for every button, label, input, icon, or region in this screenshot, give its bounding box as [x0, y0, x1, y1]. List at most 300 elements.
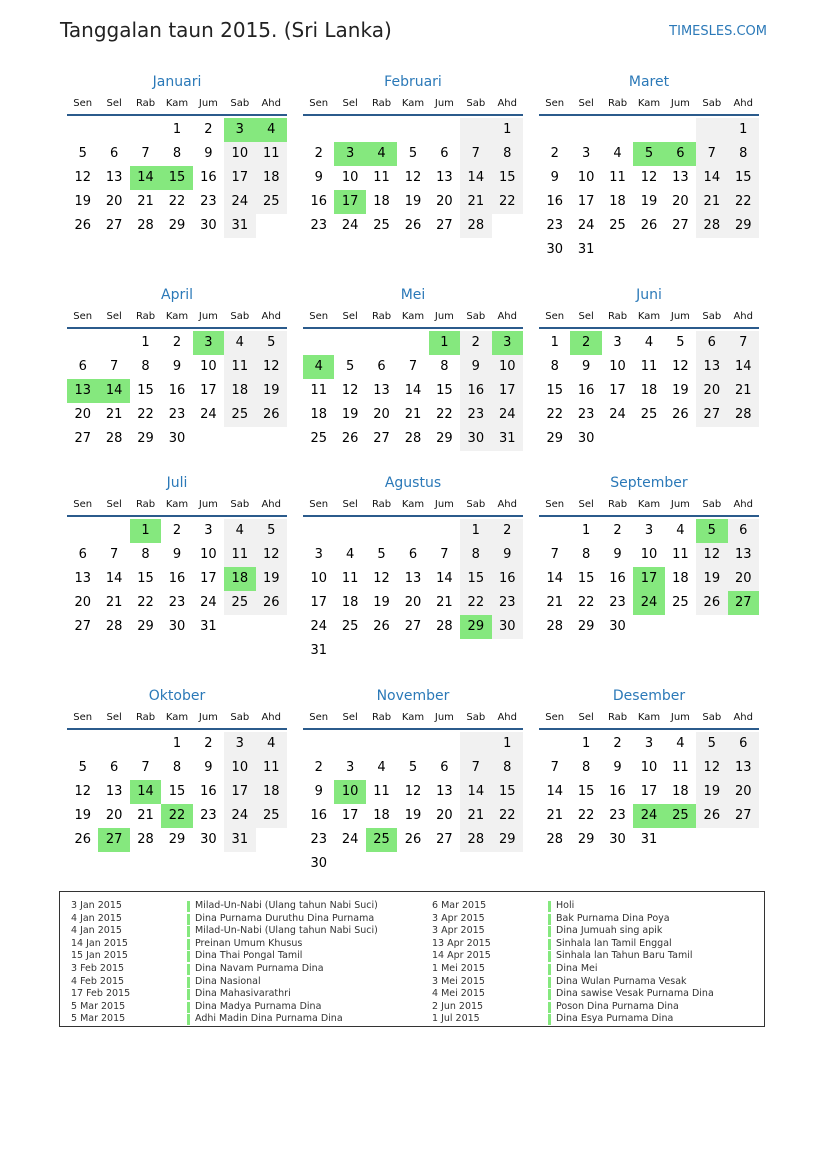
day-cell: 20 — [728, 567, 759, 591]
day-cell: 11 — [609, 170, 626, 185]
day-cell: 24 — [609, 407, 626, 422]
day-cell: 13 — [105, 170, 123, 185]
day-cell: 12 — [256, 543, 287, 567]
day-cell: 3 — [581, 146, 591, 161]
legend-column-right — [432, 900, 714, 1026]
day-cell: 15 — [728, 166, 759, 190]
day-grid — [303, 331, 523, 451]
day-cell: 6 — [696, 331, 727, 355]
day-cell: 5 — [696, 732, 727, 756]
legend-row — [432, 988, 714, 1001]
weekday-label: Sel — [342, 499, 358, 510]
day-cell: 18 — [373, 194, 390, 209]
legend-holiday-name: Dina Mahasivarathri — [195, 988, 291, 1000]
weekday-label: Jum — [670, 311, 690, 322]
legend-holiday-name: Dina sawise Vesak Purnama Dina — [556, 988, 714, 1000]
legend-holiday-name: Adhi Madin Dina Purnama Dina — [195, 1013, 343, 1025]
day-cell: 29 — [168, 832, 186, 847]
legend-row — [432, 1013, 714, 1026]
day-cell: 10 — [640, 760, 658, 775]
day-cell: 19 — [640, 194, 658, 209]
legend-row — [71, 976, 378, 989]
weekday-label: Sab — [466, 311, 486, 322]
legend-date: 3 Feb 2015 — [71, 962, 125, 974]
day-cell: 7 — [141, 146, 150, 161]
day-cell: 16 — [460, 379, 491, 403]
empty-cell — [366, 331, 397, 355]
legend-holiday-name: Preinan Umum Khusus — [195, 937, 303, 949]
legend-row — [71, 950, 378, 963]
empty-cell — [696, 828, 727, 852]
day-cell: 5 — [377, 547, 386, 562]
day-cell: 19 — [256, 379, 287, 403]
weekday-label: Rab — [371, 98, 392, 109]
day-cell: 24 — [341, 832, 359, 847]
site-link[interactable]: TIMESLES.COM — [669, 24, 767, 39]
day-cell: 30 — [200, 832, 217, 847]
legend-date: 5 Mar 2015 — [71, 1013, 126, 1025]
empty-cell — [256, 427, 287, 451]
day-cell: 24 — [200, 407, 217, 422]
month-april — [67, 285, 287, 451]
empty-cell — [492, 639, 523, 663]
day-cell: 2 — [204, 122, 213, 137]
weekday-label: Sel — [106, 499, 122, 510]
day-cell: 4 — [676, 736, 685, 751]
day-cell: 15 — [577, 784, 595, 799]
day-cell: 17 — [577, 194, 595, 209]
day-cell: 3 — [345, 760, 355, 775]
day-cell: 15 — [577, 571, 595, 586]
day-cell: 25 — [609, 218, 626, 233]
day-cell: 8 — [728, 142, 759, 166]
day-cell: 27 — [74, 431, 91, 446]
day-cell: 2 — [570, 331, 601, 355]
weekday-label: Sel — [578, 712, 594, 723]
day-cell: 7 — [696, 142, 727, 166]
legend-holiday-name: Poson Dina Purnama Dina — [556, 1000, 679, 1012]
day-cell: 25 — [256, 804, 287, 828]
weekday-label: Sel — [578, 98, 594, 109]
day-cell: 6 — [78, 359, 87, 374]
weekday-label: Kam — [637, 98, 661, 109]
month-mei — [303, 285, 523, 451]
day-cell: 5 — [345, 359, 355, 374]
weekday-label: Sen — [73, 499, 93, 510]
day-cell: 14 — [546, 784, 563, 799]
day-cell: 26 — [696, 804, 727, 828]
legend-date: 14 Apr 2015 — [432, 950, 491, 962]
day-cell: 4 — [377, 760, 386, 775]
day-cell: 18 — [672, 571, 689, 586]
day-cell: 10 — [224, 756, 255, 780]
day-cell: 17 — [224, 780, 255, 804]
day-cell: 28 — [728, 403, 759, 427]
day-cell: 15 — [161, 166, 192, 190]
day-cell: 28 — [546, 619, 563, 634]
day-cell: 21 — [105, 595, 123, 610]
day-cell: 23 — [546, 218, 563, 233]
day-cell: 1 — [130, 519, 161, 543]
day-cell: 8 — [141, 547, 150, 562]
day-cell: 19 — [373, 595, 390, 610]
day-cell: 28 — [460, 828, 491, 852]
day-cell: 10 — [334, 780, 365, 804]
weekday-label: Ahd — [497, 311, 517, 322]
day-cell: 22 — [460, 591, 491, 615]
day-cell: 25 — [224, 403, 255, 427]
day-cell: 16 — [168, 383, 186, 398]
legend-holiday-name: Bak Purnama Dina Poya — [556, 912, 670, 924]
day-cell: 23 — [460, 403, 491, 427]
day-cell: 7 — [460, 756, 491, 780]
day-cell: 9 — [314, 784, 323, 799]
weekday-label: Sel — [342, 311, 358, 322]
day-cell: 4 — [224, 519, 255, 543]
weekday-label: Ahd — [261, 98, 281, 109]
day-cell: 29 — [728, 214, 759, 238]
empty-cell — [397, 852, 428, 876]
day-cell: 21 — [460, 190, 491, 214]
day-cell: 24 — [310, 619, 327, 634]
holiday-marker — [548, 989, 551, 1000]
legend-holiday-name: Dina Wulan Purnama Vesak — [556, 975, 687, 987]
holiday-marker — [187, 977, 190, 988]
day-cell: 25 — [341, 619, 359, 634]
empty-cell — [460, 118, 491, 142]
day-cell: 25 — [640, 407, 658, 422]
empty-cell — [98, 519, 129, 543]
day-cell: 20 — [404, 595, 422, 610]
month-september — [539, 473, 759, 639]
day-cell: 11 — [341, 571, 359, 586]
month-name: Juli — [166, 475, 188, 491]
legend-row — [432, 938, 714, 951]
weekday-header — [539, 708, 759, 730]
empty-cell — [460, 639, 491, 663]
empty-cell — [460, 732, 491, 756]
empty-cell — [539, 732, 570, 756]
legend-date: 6 Mar 2015 — [432, 900, 487, 911]
weekday-label: Rab — [135, 311, 156, 322]
day-cell: 30 — [310, 856, 327, 871]
day-cell: 3 — [492, 331, 523, 355]
day-cell: 17 — [334, 190, 365, 214]
month-desember — [539, 686, 759, 852]
month-februari — [303, 72, 523, 238]
weekday-label: Rab — [135, 98, 156, 109]
day-cell: 23 — [200, 194, 217, 209]
day-cell: 31 — [224, 828, 255, 852]
holiday-marker — [548, 914, 551, 925]
day-cell: 19 — [696, 780, 727, 804]
day-grid — [539, 331, 759, 451]
day-cell: 19 — [256, 567, 287, 591]
day-cell: 28 — [404, 431, 422, 446]
legend-row — [71, 925, 378, 938]
day-cell: 12 — [696, 756, 727, 780]
day-cell: 22 — [577, 808, 595, 823]
legend-row — [432, 925, 714, 938]
day-cell: 21 — [460, 804, 491, 828]
day-cell: 23 — [168, 595, 186, 610]
day-cell: 3 — [613, 335, 622, 350]
weekday-label: Jum — [198, 311, 218, 322]
legend-holiday-name: Milad-Un-Nabi (Ulang tahun Nabi Suci) — [195, 925, 378, 937]
day-cell: 10 — [224, 142, 255, 166]
month-name: Maret — [628, 74, 670, 90]
weekday-header — [303, 708, 523, 730]
holiday-marker — [187, 926, 190, 937]
legend-holiday-name: Dina Jumuah sing apik — [556, 925, 663, 937]
day-cell: 6 — [665, 142, 696, 166]
legend-date: 3 Apr 2015 — [432, 925, 485, 937]
day-cell: 27 — [74, 619, 91, 634]
weekday-header — [539, 94, 759, 116]
day-cell: 24 — [633, 804, 664, 828]
day-cell: 18 — [640, 383, 658, 398]
day-cell: 8 — [172, 760, 182, 775]
day-cell: 15 — [436, 383, 453, 398]
weekday-header — [539, 495, 759, 517]
legend-date: 4 Jan 2015 — [71, 925, 122, 937]
day-cell: 31 — [224, 214, 255, 238]
day-cell: 9 — [172, 359, 182, 374]
day-cell: 31 — [577, 242, 595, 257]
day-cell: 26 — [404, 832, 422, 847]
day-cell: 3 — [204, 523, 213, 538]
day-cell: 17 — [633, 567, 664, 591]
day-cell: 18 — [224, 567, 255, 591]
empty-cell — [224, 615, 255, 639]
day-cell: 18 — [672, 784, 689, 799]
day-cell: 14 — [130, 780, 161, 804]
day-cell: 26 — [341, 431, 359, 446]
day-cell: 18 — [341, 595, 359, 610]
day-cell: 20 — [74, 407, 91, 422]
day-cell: 17 — [200, 571, 217, 586]
holiday-marker — [548, 901, 551, 912]
legend-column-left — [71, 900, 378, 1026]
day-cell: 6 — [377, 359, 386, 374]
day-cell: 11 — [373, 170, 390, 185]
day-grid — [539, 732, 759, 852]
day-cell: 11 — [310, 383, 327, 398]
day-cell: 1 — [550, 335, 559, 350]
empty-cell — [67, 331, 98, 355]
day-cell: 4 — [256, 732, 287, 756]
day-cell: 22 — [492, 804, 523, 828]
day-cell: 24 — [224, 804, 255, 828]
legend-date: 4 Jan 2015 — [71, 912, 122, 924]
day-cell: 7 — [550, 547, 559, 562]
day-cell: 1 — [141, 335, 150, 350]
day-cell: 2 — [314, 146, 323, 161]
legend-holiday-name: Dina Mei — [556, 962, 598, 974]
day-cell: 8 — [440, 359, 449, 374]
holiday-marker — [548, 1002, 551, 1013]
empty-cell — [665, 238, 696, 262]
day-cell: 23 — [609, 808, 626, 823]
day-cell: 23 — [200, 808, 217, 823]
day-cell: 5 — [408, 760, 418, 775]
holiday-marker — [187, 951, 190, 962]
day-grid — [67, 331, 287, 451]
day-cell: 16 — [609, 571, 626, 586]
empty-cell — [492, 214, 523, 238]
month-juli — [67, 473, 287, 639]
legend-date: 4 Feb 2015 — [71, 975, 125, 987]
day-cell: 17 — [492, 379, 523, 403]
day-cell: 20 — [105, 808, 123, 823]
month-agustus — [303, 473, 523, 663]
day-cell: 25 — [310, 431, 327, 446]
day-cell: 13 — [696, 355, 727, 379]
day-cell: 12 — [404, 784, 422, 799]
day-cell: 1 — [429, 331, 460, 355]
empty-cell — [303, 519, 334, 543]
weekday-label: Sen — [73, 311, 93, 322]
month-name: September — [610, 475, 688, 491]
day-cell: 19 — [74, 808, 91, 823]
day-cell: 2 — [613, 736, 622, 751]
day-cell: 17 — [224, 166, 255, 190]
empty-cell — [665, 427, 696, 451]
weekday-header — [67, 94, 287, 116]
weekday-label: Jum — [434, 712, 454, 723]
day-cell: 2 — [460, 331, 491, 355]
day-cell: 29 — [577, 832, 595, 847]
weekday-label: Sen — [309, 712, 329, 723]
day-cell: 5 — [78, 146, 87, 161]
weekday-header — [303, 495, 523, 517]
legend-date: 2 Jun 2015 — [432, 1000, 484, 1012]
empty-cell — [303, 331, 334, 355]
day-cell: 20 — [373, 407, 390, 422]
day-cell: 28 — [546, 832, 563, 847]
empty-cell — [696, 238, 727, 262]
day-cell: 16 — [168, 571, 186, 586]
empty-cell — [665, 615, 696, 639]
weekday-label: Sen — [309, 499, 329, 510]
day-cell: 30 — [168, 431, 186, 446]
day-cell: 11 — [672, 547, 689, 562]
day-cell: 30 — [492, 615, 523, 639]
day-cell: 14 — [105, 571, 123, 586]
day-cell: 16 — [577, 383, 595, 398]
legend-holiday-name: Dina Madya Purnama Dina — [195, 1000, 322, 1012]
legend-row — [432, 976, 714, 989]
day-cell: 29 — [137, 431, 154, 446]
weekday-label: Ahd — [261, 499, 281, 510]
empty-cell — [397, 732, 428, 756]
day-cell: 29 — [492, 828, 523, 852]
day-cell: 28 — [460, 214, 491, 238]
legend-row — [432, 913, 714, 926]
day-cell: 5 — [408, 146, 418, 161]
day-cell: 30 — [168, 619, 186, 634]
legend-holiday-name: Milad-Un-Nabi (Ulang tahun Nabi Suci) — [195, 900, 378, 911]
day-cell: 27 — [728, 804, 759, 828]
weekday-label: Rab — [371, 712, 392, 723]
day-cell: 10 — [341, 170, 359, 185]
holiday-marker — [187, 901, 190, 912]
day-cell: 8 — [141, 359, 150, 374]
day-cell: 19 — [404, 194, 422, 209]
day-grid — [303, 519, 523, 663]
legend-date: 3 Jan 2015 — [71, 900, 122, 911]
weekday-label: Kam — [637, 311, 661, 322]
empty-cell — [429, 852, 460, 876]
weekday-label: Kam — [165, 499, 189, 510]
weekday-label: Rab — [135, 499, 156, 510]
empty-cell — [130, 118, 161, 142]
day-cell: 23 — [492, 591, 523, 615]
weekday-label: Sen — [73, 712, 93, 723]
day-cell: 15 — [460, 567, 491, 591]
day-cell: 24 — [492, 403, 523, 427]
day-cell: 6 — [728, 732, 759, 756]
legend-holiday-name: Dina Purnama Duruthu Dina Purnama — [195, 912, 375, 924]
day-cell: 3 — [644, 523, 654, 538]
day-cell: 26 — [256, 591, 287, 615]
day-cell: 28 — [105, 619, 123, 634]
day-cell: 16 — [310, 194, 327, 209]
day-grid — [303, 732, 523, 876]
day-cell: 5 — [256, 519, 287, 543]
day-cell: 26 — [256, 403, 287, 427]
weekday-label: Kam — [165, 311, 189, 322]
day-cell: 13 — [67, 379, 98, 403]
weekday-label: Sel — [106, 98, 122, 109]
weekday-label: Ahd — [733, 98, 753, 109]
empty-cell — [728, 615, 759, 639]
day-cell: 2 — [550, 146, 559, 161]
weekday-label: Sen — [545, 98, 565, 109]
empty-cell — [334, 331, 365, 355]
day-cell: 5 — [676, 335, 685, 350]
weekday-label: Ahd — [733, 499, 753, 510]
month-januari — [67, 72, 287, 238]
month-name: November — [376, 688, 450, 704]
month-name: April — [161, 287, 193, 303]
day-cell: 10 — [492, 355, 523, 379]
day-cell: 30 — [546, 242, 563, 257]
empty-cell — [98, 331, 129, 355]
empty-cell — [696, 118, 727, 142]
day-cell: 4 — [256, 118, 287, 142]
day-cell: 1 — [581, 523, 591, 538]
day-cell: 20 — [672, 194, 689, 209]
page-title: Tanggalan taun 2015. (Sri Lanka) — [60, 18, 392, 42]
day-cell: 25 — [366, 828, 397, 852]
legend-row — [71, 900, 378, 913]
empty-cell — [429, 732, 460, 756]
day-cell: 17 — [640, 784, 658, 799]
day-cell: 31 — [310, 643, 327, 658]
weekday-label: Kam — [165, 98, 189, 109]
day-cell: 14 — [460, 166, 491, 190]
day-cell: 28 — [137, 832, 154, 847]
day-cell: 6 — [109, 760, 119, 775]
day-cell: 22 — [577, 595, 595, 610]
day-cell: 7 — [109, 547, 119, 562]
day-grid — [67, 732, 287, 852]
legend-date: 5 Mar 2015 — [71, 1000, 126, 1012]
day-cell: 23 — [609, 595, 626, 610]
day-grid — [67, 519, 287, 639]
weekday-label: Ahd — [497, 98, 517, 109]
